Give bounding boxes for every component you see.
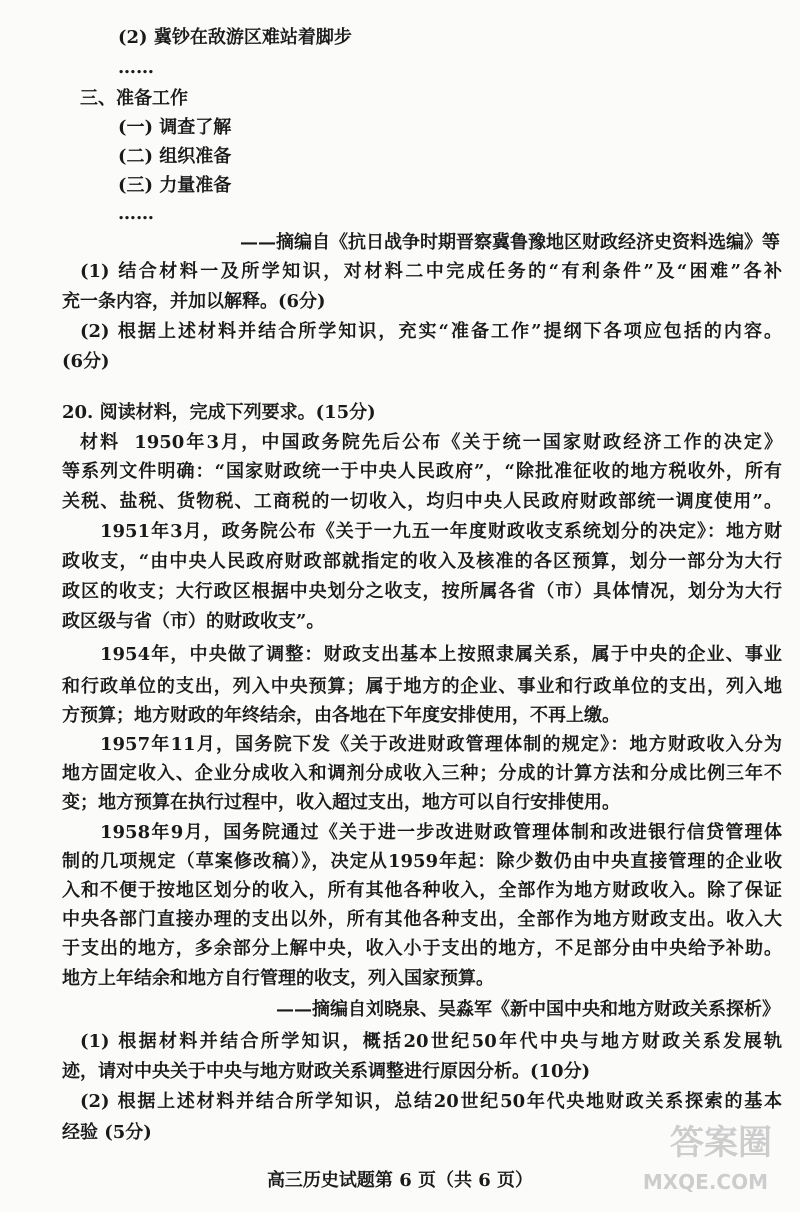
paragraph-text: 制的几项规定（草案修改稿）》，决定从1959年起：除少数仍由中央直接管理的企业收	[62, 851, 782, 872]
question-text: 迹，请对中央关于中央与地方财政关系调整进行原因分析。(10分)	[62, 1061, 591, 1082]
outline-item: (2) 冀钞在敌游区难站着脚步	[118, 27, 352, 48]
paragraph-text: 和行政单位的支出，列入中央预算；属于地方的企业、事业和行政单位的支出，列入地	[62, 676, 782, 697]
ellipsis: ……	[118, 203, 154, 224]
paragraph-text: 1951年3月，政务院公布《关于一九五一年度财政收支系统划分的决定》：地方财	[100, 521, 782, 542]
paragraph-text: 于支出的地方，多余部分上解中央，收入小于支出的地方，不足部分由中央给予补助。	[62, 938, 782, 959]
watermark-logo: 答案圈	[670, 1123, 772, 1163]
paragraph-text: 地方固定收入、企业分成收入和调剂分成收入三种；分成的计算方法和分成比例三年不	[62, 763, 782, 784]
outline-item: (三) 力量准备	[118, 175, 232, 196]
source-citation: ——摘编自《抗日战争时期晋察冀鲁豫地区财政经济史资料选编》等	[240, 232, 780, 253]
source-citation: ——摘编自刘晓泉、吴淼军《新中国中央和地方财政关系探析》	[276, 999, 780, 1020]
question-heading: 20. 阅读材料，完成下列要求。(15分)	[62, 402, 376, 423]
paragraph-text: 方预算；地方财政的年终结余，由各地在下年度安排使用，不再上缴。	[62, 705, 620, 726]
watermark-site: MXQE.COM	[642, 1170, 768, 1194]
question-text: (1) 根据材料并结合所学知识，概括20世纪50年代中央与地方财政关系发展轨	[80, 1031, 782, 1052]
question-text: (1) 结合材料一及所学知识，对材料二中完成任务的“有利条件”及“困难”各补	[80, 261, 782, 282]
material-label: 材料	[80, 432, 121, 453]
question-text: 充一条内容，并加以解释。(6分)	[62, 291, 326, 312]
question-text: 经验 (5分)	[62, 1122, 152, 1143]
page-footer: 高三历史试题第 6 页（共 6 页）	[266, 1170, 534, 1191]
outline-item: (二) 组织准备	[118, 146, 232, 167]
paragraph-text: 入和不便于按地区划分的收入，所有其他各种收入，全部作为地方财政收入。除了保证	[62, 880, 782, 901]
paragraph-text: 地方上年结余和地方自行管理的收支，列入国家预算。	[62, 968, 494, 989]
material-paragraph	[80, 430, 782, 456]
paragraph-text: 1957年11月，国务院下发《关于改进财政管理体制的规定》：地方财政收入分为	[100, 734, 782, 755]
paragraph-text: 1958年9月，国务院通过《关于进一步改进财政管理体制和改进银行信贷管理体	[100, 822, 782, 843]
question-text: (2) 根据上述材料并结合所学知识，总结20世纪50年代央地财政关系探索的基本	[80, 1091, 782, 1112]
paragraph-text: 政区级与省（市）的财政收支”。	[62, 611, 325, 632]
question-text: (2) 根据上述材料并结合所学知识，充实“准备工作”提纲下各项应包括的内容。	[80, 321, 782, 342]
section-heading: 三、准备工作	[80, 88, 188, 109]
ellipsis: ……	[118, 57, 154, 78]
question-text: (6分)	[62, 351, 110, 372]
paragraph-text: 等系列文件明确：“国家财政统一于中央人民政府”，“除批准征收的地方税收外，所有	[62, 461, 782, 482]
paragraph-text: 1950年3月，中国政务院先后公布《关于统一国家财政经济工作的决定》	[134, 432, 783, 453]
paragraph-text: 政收支，“由中央人民政府财政部就指定的收入及核准的各区预算，划分一部分为大行	[62, 551, 782, 572]
paragraph-text: 1954年，中央做了调整：财政支出基本上按照隶属关系，属于中央的企业、事业	[100, 644, 782, 665]
paragraph-text: 政区的收支；大行政区根据中央划分之收支，按所属各省（市）具体情况，划分为大行	[62, 581, 782, 602]
outline-item: (一) 调查了解	[118, 117, 232, 138]
paragraph-text: 中央各部门直接办理的支出以外，所有其他各种支出，全部作为地方财政支出。收入大	[62, 909, 782, 930]
paragraph-text: 关税、盐税、货物税、工商税的一切收入，均归中央人民政府财政部统一调度使用”。	[62, 491, 782, 512]
paragraph-text: 变；地方预算在执行过程中，收入超过支出，地方可以自行安排使用。	[62, 792, 620, 813]
